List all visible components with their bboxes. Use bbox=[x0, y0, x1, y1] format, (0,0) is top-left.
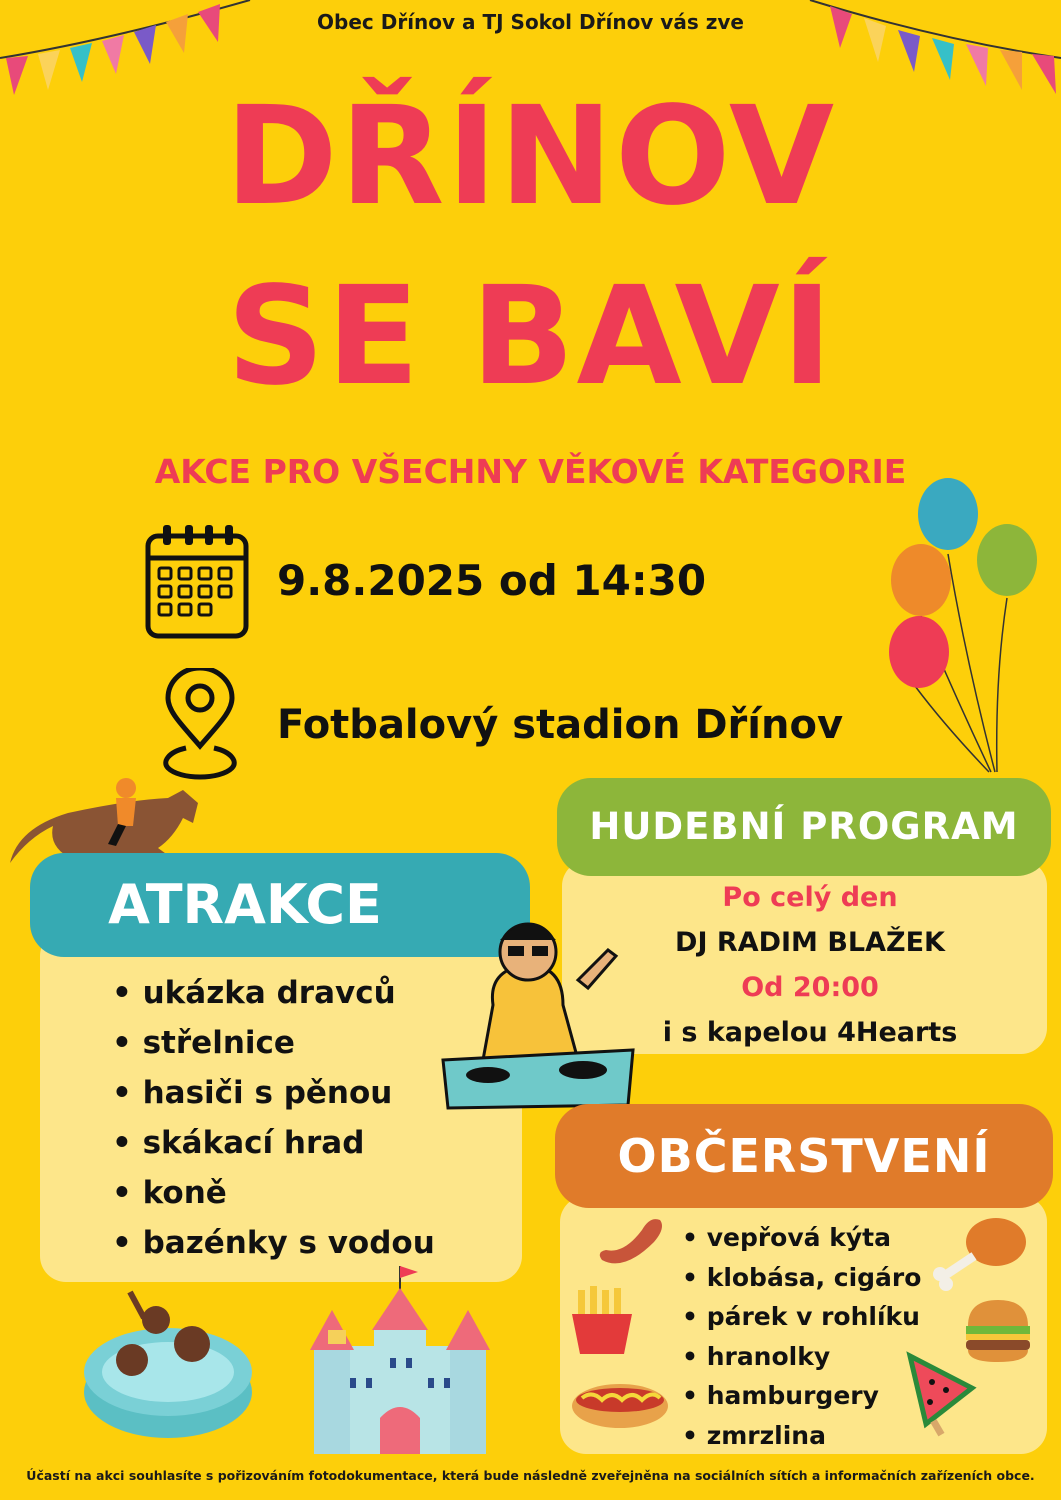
list-item: • hamburgery bbox=[682, 1376, 921, 1416]
list-item: • skákací hrad bbox=[112, 1118, 435, 1168]
music-line-4: i s kapelou 4Hearts bbox=[662, 1017, 958, 1048]
location-pin-icon bbox=[158, 668, 242, 784]
list-item: • bazénky s vodou bbox=[112, 1218, 435, 1268]
list-item: • hasiči s pěnou bbox=[112, 1068, 435, 1118]
french-fries-icon bbox=[568, 1286, 638, 1356]
list-item: • párek v rohlíku bbox=[682, 1297, 921, 1337]
event-place: Fotbalový stadion Dřínov bbox=[277, 702, 844, 748]
bouncy-castle-illustration bbox=[300, 1258, 500, 1458]
music-line-2: DJ RADIM BLAŽEK bbox=[675, 927, 945, 958]
subtitle: AKCE PRO VŠECHNY VĚKOVÉ KATEGORIE bbox=[154, 452, 907, 491]
event-date: 9.8.2025 od 14:30 bbox=[277, 556, 707, 605]
dj-illustration bbox=[438, 910, 638, 1110]
calendar-icon bbox=[145, 522, 251, 640]
hotdog-icon bbox=[568, 1360, 678, 1440]
list-item: • střelnice bbox=[112, 1018, 435, 1068]
title-line-1: DŘÍNOV bbox=[224, 78, 837, 236]
refreshments-heading: OBČERSTVENÍ bbox=[555, 1104, 1053, 1208]
music-line-1: Po celý den bbox=[722, 882, 898, 913]
refreshments-list bbox=[682, 1218, 921, 1455]
watermelon-ice-cream-icon bbox=[902, 1348, 982, 1438]
list-item: • ukázka dravců bbox=[112, 968, 435, 1018]
attractions-heading: ATRAKCE bbox=[30, 853, 530, 957]
balloons-decoration bbox=[885, 476, 1045, 776]
music-line-3: Od 20:00 bbox=[741, 972, 879, 1003]
list-item: • hranolky bbox=[682, 1337, 921, 1377]
title-line-2: SE BAVÍ bbox=[226, 258, 835, 416]
sausage-icon bbox=[594, 1212, 674, 1282]
chicken-leg-icon bbox=[930, 1212, 1030, 1292]
list-item: • zmrzlina bbox=[682, 1416, 921, 1456]
consent-footer: Účastí na akci souhlasíte s pořizováním fotodokumentace, která bude následně zveřejněna na sociálních sítích a informačních zařízeních obce. bbox=[26, 1468, 1035, 1483]
music-heading: HUDEBNÍ PROGRAM bbox=[557, 778, 1051, 876]
paddling-pool-illustration bbox=[80, 1282, 255, 1447]
list-item: • vepřová kýta bbox=[682, 1218, 921, 1258]
host-line: Obec Dřínov a TJ Sokol Dřínov vás zve bbox=[317, 10, 744, 34]
list-item: • klobása, cigáro bbox=[682, 1258, 921, 1298]
list-item: • koně bbox=[112, 1168, 435, 1218]
attractions-list bbox=[112, 968, 435, 1268]
